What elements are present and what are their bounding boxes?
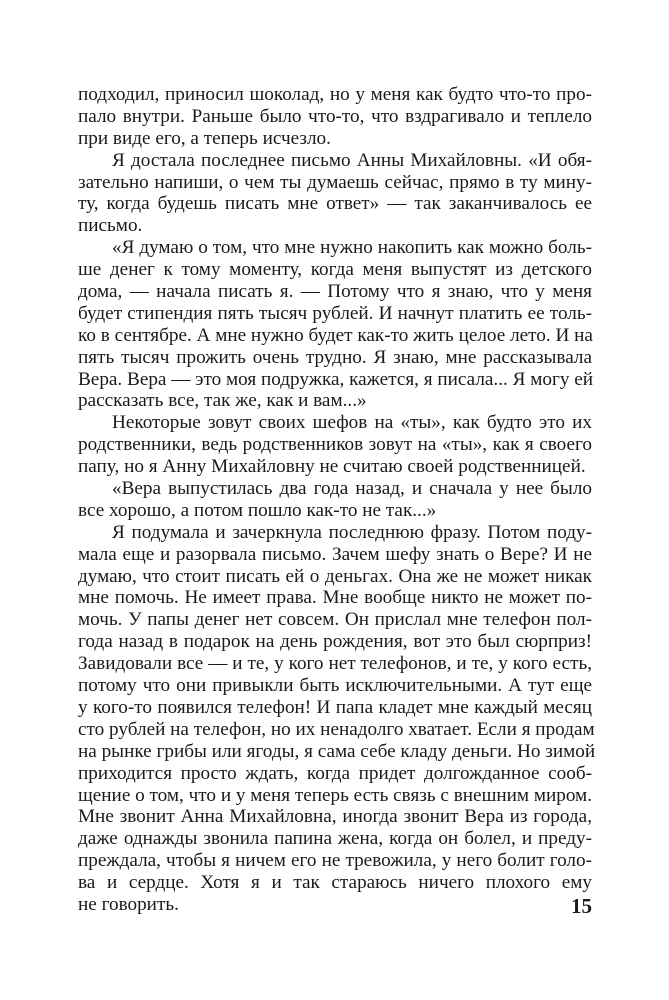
text-line: Завидовали все — и те, у кого нет телефонов, и те, у кого есть, <box>78 653 592 675</box>
text-line: «Я думаю о том, что мне нужно накопить как можно боль- <box>112 237 592 259</box>
paragraph <box>78 84 592 150</box>
text-line: дома, — начала писать я. — Потому что я знаю, что у меня <box>78 281 592 303</box>
paragraph <box>78 237 592 412</box>
text-line: преждала, чтобы я ничем его не тревожила, у него болит голо- <box>78 850 592 872</box>
text-line: будет стипендия пять тысяч рублей. И начнут платить ее толь- <box>78 302 592 324</box>
text-line: «Вера выпустилась два года назад, и сначала у нее было <box>112 478 592 500</box>
text-line: Некоторые зовут своих шефов на «ты», как будто это их <box>112 412 592 434</box>
text-line: при виде его, а теперь исчезло. <box>78 127 331 149</box>
text-line: Вера. Вера — это моя подружка, кажется, я писала... Я могу ей <box>78 368 593 390</box>
text-line: мочь. У папы денег нет совсем. Он прислал мне телефон пол- <box>78 609 592 631</box>
text-line: приходится просто ждать, когда придет долгожданное сооб- <box>78 762 592 784</box>
text-line: потому что они привыкли быть исключительными. А тут еще <box>78 675 592 697</box>
text-line: все хорошо, а потом пошло как-то не так...» <box>78 499 437 521</box>
text-line: думаю, что стоит писать ей о деньгах. Она же не может никак <box>78 565 592 587</box>
text-line: Я подумала и зачеркнула последнюю фразу. Потом поду- <box>112 521 592 543</box>
text-line: щение о том, что и у меня теперь есть связь с внешним миром. <box>78 784 592 806</box>
text-line: ва и сердце. Хотя я и так стараюсь ничего плохого ему <box>78 872 592 894</box>
text-line: ту, когда будешь писать мне ответ» — так заканчивалось ее <box>78 193 592 215</box>
text-line: года назад в подарок на день рождения, вот это был сюрприз! <box>78 631 592 653</box>
text-line: мала еще и разорвала письмо. Зачем шефу знать о Вере? И не <box>78 543 592 565</box>
text-line: пять тысяч прожить очень трудно. Я знаю, мне рассказывала <box>78 346 592 368</box>
text-line: мне помочь. Не имеет права. Мне вообще никто не может по- <box>78 587 592 609</box>
text-line: папу, но я Анну Михайловну не считаю своей родственницей. <box>78 456 586 478</box>
paragraph <box>78 150 592 238</box>
text-line: даже однажды звонила папина жена, когда он болел, и преду- <box>78 828 592 850</box>
text-line: на рынке грибы или ягоды, я сама себе кладу деньги. Но зимой <box>78 740 596 762</box>
text-line: не говорить. <box>78 893 179 915</box>
page-number: 15 <box>571 894 592 918</box>
book-page <box>78 84 596 918</box>
text-line: у кого-то появился телефон! И папа кладет мне каждый месяц <box>78 696 592 718</box>
text-line: ше денег к тому моменту, когда меня выпустят из детского <box>78 259 592 281</box>
paragraph <box>78 412 592 478</box>
text-line: письмо. <box>78 215 143 237</box>
text-line: подходил, приносил шоколад, но у меня как будто что-то про- <box>78 84 592 105</box>
text-line: сто рублей на телефон, но их ненадолго хватает. Если я продам <box>78 718 595 740</box>
text-line: пало внутри. Раньше было что-то, что вздрагивало и теплело <box>78 105 592 127</box>
text-line: рассказать все, так же, как и вам...» <box>78 390 367 412</box>
paragraph <box>78 478 592 522</box>
text-line: ко в сентябре. А мне нужно будет как-то жить целое лето. И на <box>78 324 593 346</box>
text-line: Я достала последнее письмо Анны Михайловны. «И обя- <box>112 149 592 171</box>
paragraph <box>78 521 596 916</box>
text-line: Мне звонит Анна Михайловна, иногда звонит Вера из города, <box>78 806 592 828</box>
text-line: родственники, ведь родственников зовут на «ты», как я своего <box>78 434 592 456</box>
text-line: зательно напиши, о чем ты думаешь сейчас, прямо в ту мину- <box>78 171 592 193</box>
